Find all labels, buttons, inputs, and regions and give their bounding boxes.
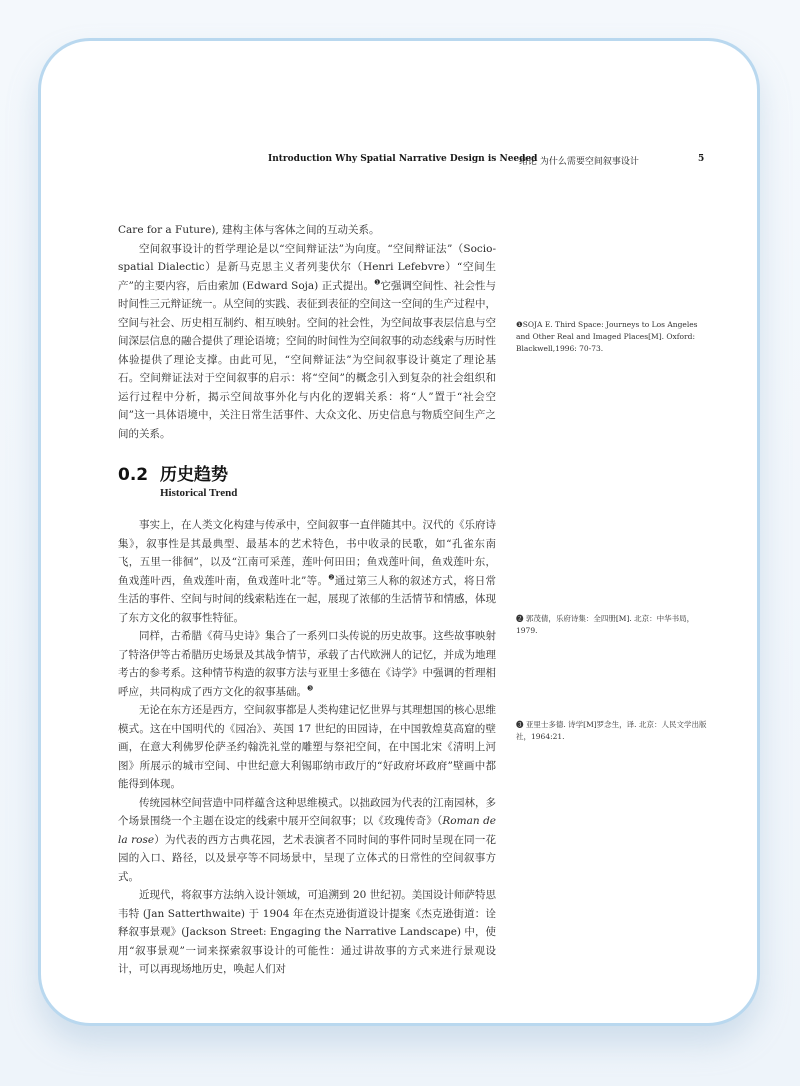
body-text-block-2 <box>118 516 496 979</box>
section-title-cn: 历史趋势 <box>160 465 228 485</box>
paragraph: 空间叙事设计的哲学理论是以“空间辩证法”为向度。“空间辩证法”（Socio-spatial Dialectic）是新马克思主义者列斐伏尔（Henri Lefebvre）“空间生产”的主要内容，后由索加 (Edward Soja) 正式提出。$^❶$它强调空间性、社会性与时间性三元辩证统一。从空间的实践、表征到表征的空间这一空间的生产过程中，空间与社会、历史相互制约、相互映射。空间的社会性，为空间故事表层信息与空间深层信息的融合提供了理论语境；空间的时间性为空间叙事的动态线索与历时性体验提供了理论支撑。由此可见，“空间辩证法”为空间叙事设计奠定了理论基石。空间辩证法对于空间叙事的启示：将“空间”的概念引入到复杂的社会组织和运行过程中分析，揭示空间故事外化与内化的逻辑关系：将“人”置于“社会空间”这一具体语境中，关注日常生活事件、大众文化、历史信息与物质空间生产之间的关系。 <box>118 242 497 440</box>
footnote-marker-3[interactable]: ❸ <box>307 684 314 692</box>
footnote-marker-2[interactable]: ❷ <box>328 573 335 581</box>
paragraph: Care for a Future), 建构主体与客体之间的互动关系。 <box>118 224 380 236</box>
footnote-1: ❶SOJA E. Third Space: Journeys to Los Angeles and Other Real and Imaged Places[M]. Oxford: Blackwell,1996: 70-73. <box>516 320 698 353</box>
footnote-3: ❸ 亚里士多德. 诗学[M]罗念生，译. 北京：人民文学出版社，1964:21. <box>516 720 707 741</box>
header-chinese-title: 绪论 为什么需要空间叙事设计 <box>519 157 639 167</box>
footnote-marker-1[interactable]: ❶ <box>374 278 381 286</box>
header-english-title: Introduction Why Spatial Narrative Design is Needed <box>268 154 538 164</box>
section-title-en: Historical Trend <box>160 487 238 499</box>
running-header <box>41 154 760 168</box>
paragraph: 近现代，将叙事方法纳入设计领域，可追溯到 20 世纪初。美国设计师萨特思韦特 (Jan Satterthwaite) 于 1904 年在杰克逊街道设计提案《杰克逊街道：诠释叙事景观》(Jackson Street: Engaging the Narrative Landscape) 中，使用“叙事景观”一词来探索叙事设计的可能性：通过讲故事的方式来进行景观设计，可以再现场地历史，唤起人们对 <box>118 889 496 975</box>
footnote-2: ❷ 郭茂倩，乐府诗集：全四册[M]. 北京：中华书局，1979. <box>516 614 695 635</box>
section-number: 0.2 <box>118 465 149 485</box>
page-frame <box>38 38 760 1026</box>
page-number: 5 <box>698 154 705 164</box>
body-text-block-1 <box>118 221 496 443</box>
paragraph: 事实上，在人类文化构建与传承中，空间叙事一直伴随其中。汉代的《乐府诗集》，叙事性是其最典型、最基本的艺术特色，书中收录的民歌，如“孔雀东南飞，五里一徘徊”，以及“江南可采莲，莲叶何田田；鱼戏莲叶间，鱼戏莲叶东，鱼戏莲叶西，鱼戏莲叶南，鱼戏莲叶北”等。$^❷$通过第三人称的叙述方式，将日常生活的事件、空间与时间的线索粘连在一起，展现了浓郁的生活情节和情感，体现了东方文化的叙事性特征。 <box>118 519 497 624</box>
section-heading <box>118 460 418 499</box>
paragraph: 传统园林空间营造中同样蕴含这种思维模式。以拙政园为代表的江南园林，多个场景围绕一个主题在设定的线索中展开空间叙事；以《玫瑰传奇》（Roman de la rose）为代表的西方古典花园，艺术表演者不同时间的事件同时呈现在同一花园的入口、路径，以及景亭等不同场景中，呈现了立体式的日常性的空间叙事方式。 <box>118 796 497 883</box>
paragraph: 无论在东方还是西方，空间叙事都是人类构建记忆世界与其理想国的核心思维模式。这在中国明代的《园冶》、英国 17 世纪的田园诗，在中国敦煌莫高窟的壁画，在意大利佛罗伦萨圣约翰洗礼堂的雕塑与祭祀空间，在中国北宋《清明上河图》所展示的城市空间、中世纪意大利锡耶纳市政厅的“好政府坏政府”壁画中都能得到体现。 <box>118 704 496 790</box>
paragraph: 同样，古希腊《荷马史诗》集合了一系列口头传说的历史故事。这些故事映射了特洛伊等古希腊历史场景及其战争情节，承载了古代欧洲人的记忆，并成为地理考古的参考系。这种情节构造的叙事方法与亚里士多德在《诗学》中强调的哲理相呼应，共同构成了西方文化的叙事基础。$^❸$ <box>118 630 496 698</box>
